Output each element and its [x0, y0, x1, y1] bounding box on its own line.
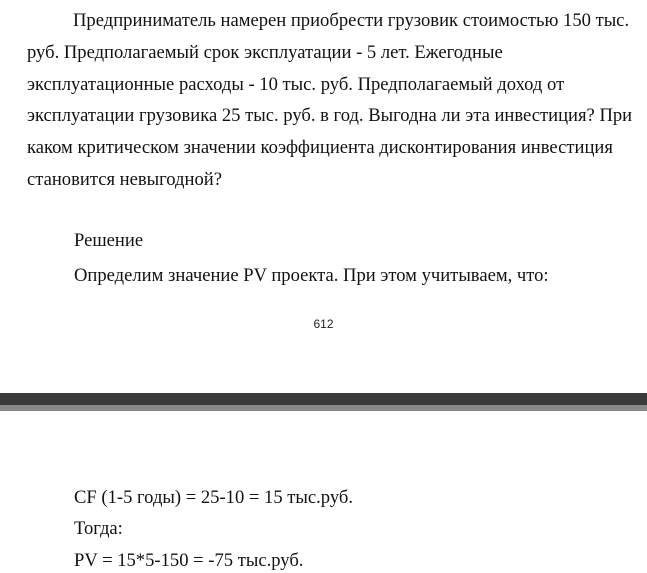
page-number: 612 [313, 317, 334, 331]
pv-formula: PV = 15*5-150 = -75 тыс.руб. [74, 550, 304, 571]
page-break-divider [0, 393, 647, 411]
page-break-shadow [0, 393, 647, 405]
solution-intro: Определим значение PV проекта. При этом учитываем, что: [74, 265, 549, 286]
problem-statement: Предприниматель намерен приобрести грузовик стоимостью 150 тыс. руб. Предполагаемый срок эксплуатации - 5 лет. Ежегодные эксплуатационные расходы - 10 тыс. руб. Предполагаемый доход от эксплуатации грузовика 25 тыс. руб. в год. Выгодна ли эта инвестиция? При каком критическом значении коэффициента дисконтирования инвестиция становится невыгодной? [27, 10, 633, 190]
solution-heading: Решение [74, 230, 144, 251]
cash-flow-formula: CF (1-5 годы) = 25-10 = 15 тыс.руб. [74, 487, 354, 508]
then-label: Тогда: [74, 518, 123, 539]
